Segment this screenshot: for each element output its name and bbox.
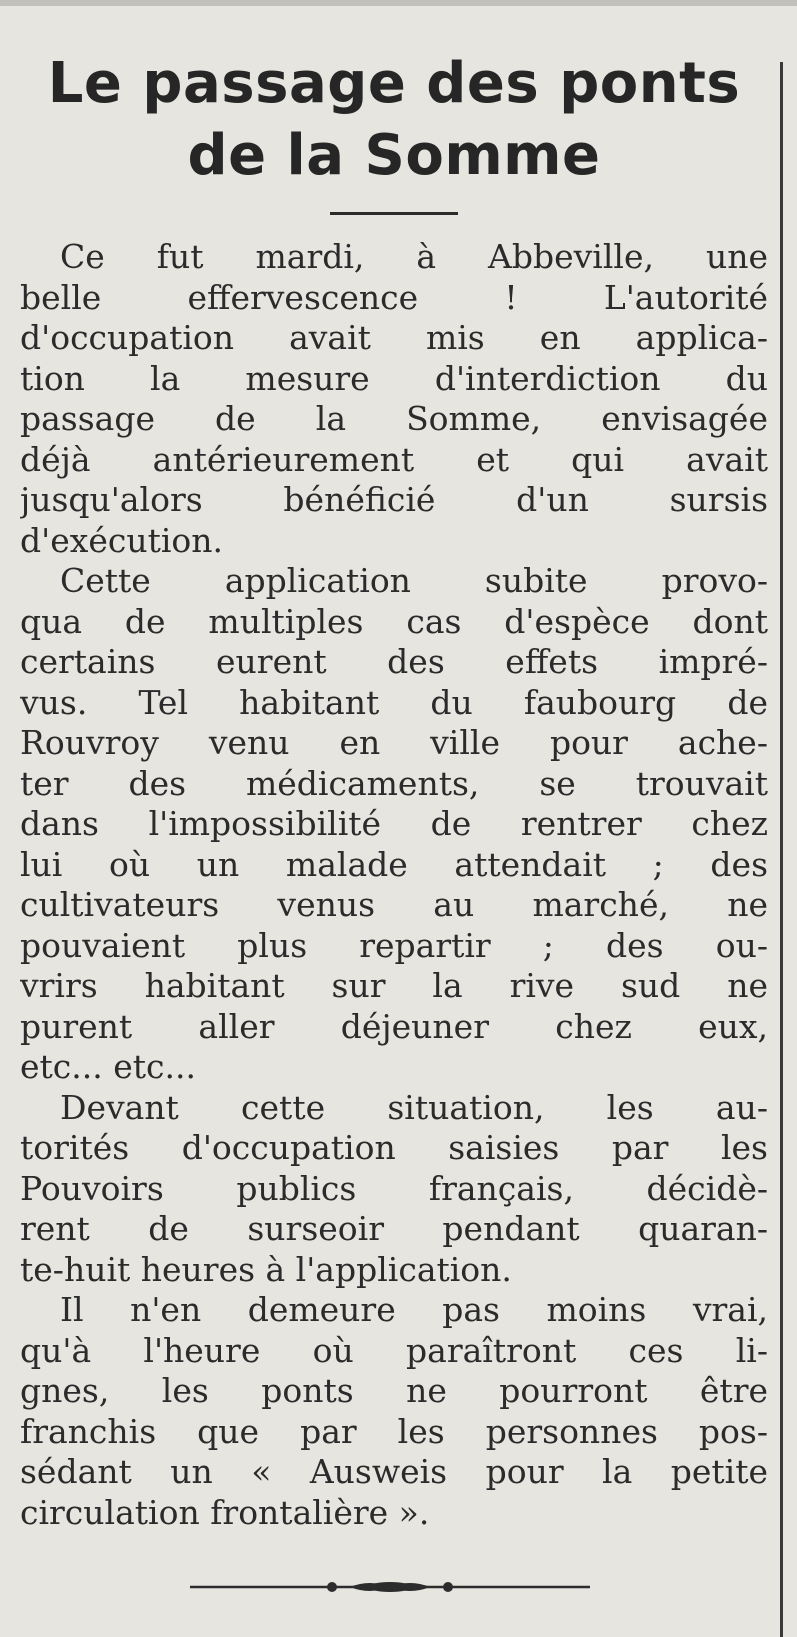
body-line: lui où un malade attendait ; des bbox=[20, 844, 768, 884]
body-line: Il n'en demeure pas moins vrai, bbox=[60, 1290, 768, 1329]
article bbox=[20, 48, 768, 1533]
body-line: tion la mesure d'interdiction du bbox=[20, 358, 768, 398]
end-of-article-ornament-icon bbox=[190, 1577, 590, 1597]
body-line: qu'à l'heure où paraîtront ces li- bbox=[20, 1330, 768, 1370]
body-line: etc... etc... bbox=[20, 1047, 196, 1086]
column-divider-rule bbox=[780, 62, 783, 1637]
body-line: d'exécution. bbox=[20, 520, 224, 560]
body-line: gnes, les ponts ne pourront être bbox=[20, 1371, 768, 1410]
body-line: cultivateurs venus au marché, ne bbox=[20, 885, 768, 924]
body-line: vrirs habitant sur la rive sud ne bbox=[20, 966, 768, 1005]
body-line: Devant cette situation, les au- bbox=[60, 1087, 768, 1127]
body-line: jusqu'alors bénéficié d'un sursis bbox=[20, 480, 768, 519]
title-separator-rule bbox=[330, 212, 458, 215]
body-line: Rouvroy venu en ville pour ache- bbox=[20, 723, 768, 762]
body-line: ter des médicaments, se trouvait bbox=[20, 763, 768, 803]
headline-line-1: Le passage des ponts bbox=[47, 51, 741, 116]
body-line: Pouvoirs publics français, décidè- bbox=[20, 1168, 768, 1208]
body-line: dans l'impossibilité de rentrer chez bbox=[20, 804, 768, 843]
cropped-top-edge bbox=[0, 0, 797, 6]
body-line: sédant un « Ausweis pour la petite bbox=[20, 1452, 768, 1491]
body-line: qua de multiples cas d'espèce dont bbox=[20, 601, 768, 641]
body-line: certains eurent des effets impré- bbox=[20, 642, 768, 681]
body-line: belle effervescence ! L'autorité bbox=[20, 277, 768, 317]
body-line: passage de la Somme, envisagée bbox=[20, 399, 768, 438]
body-line: d'occupation avait mis en applica- bbox=[20, 318, 768, 357]
body-line: Cette application subite provo- bbox=[60, 561, 768, 600]
body-line: rent de surseoir pendant quaran- bbox=[20, 1209, 768, 1248]
body-line: te-huit heures à l'application. bbox=[20, 1249, 512, 1289]
body-line: franchis que par les personnes pos- bbox=[20, 1411, 768, 1451]
body-line: vus. Tel habitant du faubourg de bbox=[20, 682, 768, 722]
article-body bbox=[20, 237, 768, 1533]
article-headline bbox=[20, 48, 768, 192]
body-line: torités d'occupation saisies par les bbox=[20, 1128, 768, 1167]
body-line: pouvaient plus repartir ; des ou- bbox=[20, 925, 768, 965]
body-line: Ce fut mardi, à Abbeville, une bbox=[60, 237, 768, 276]
body-line: purent aller déjeuner chez eux, bbox=[20, 1006, 768, 1046]
body-line: déjà antérieurement et qui avait bbox=[20, 439, 768, 479]
headline-line-2: de la Somme bbox=[187, 123, 601, 188]
body-line: circulation frontalière ». bbox=[20, 1492, 430, 1532]
